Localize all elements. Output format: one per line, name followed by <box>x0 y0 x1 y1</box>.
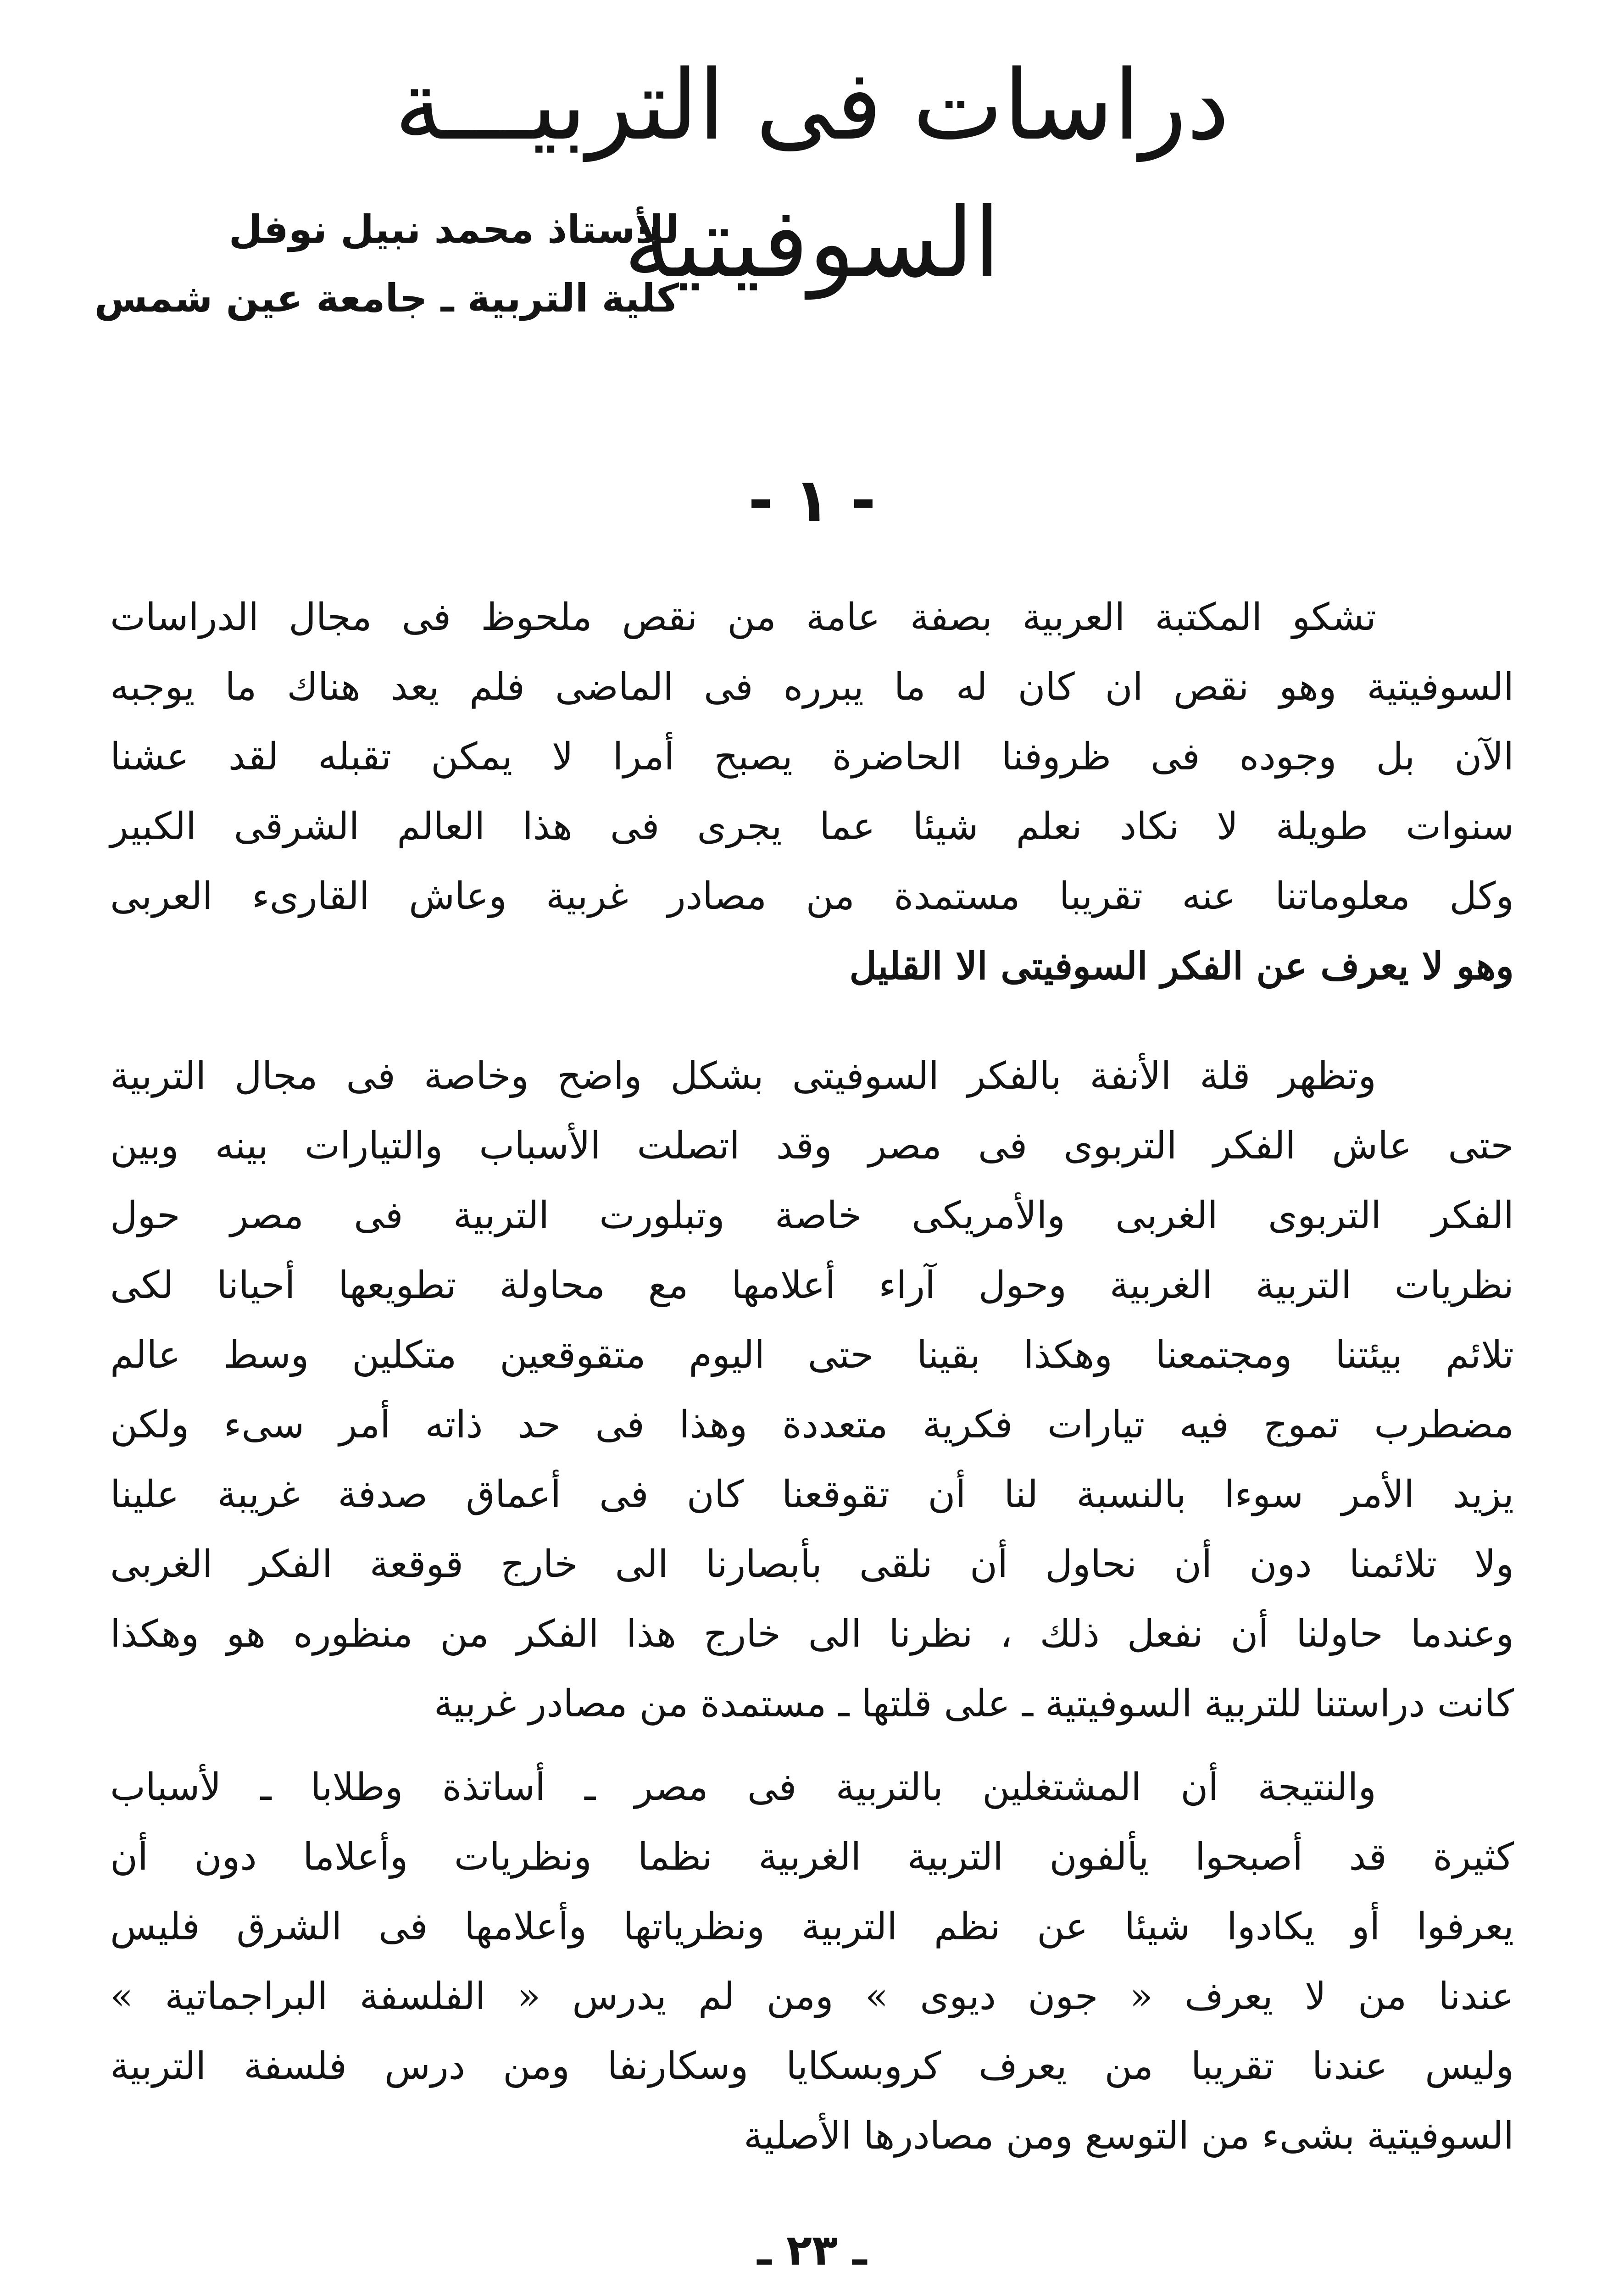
article-title: دراسات فى التربيـــة السوفيتية <box>394 49 1230 299</box>
author-name: للأستاذ محمد نبيل نوفل <box>228 207 679 252</box>
author-affiliation: كلية التربية ـ جامعة عين شمس <box>94 276 679 321</box>
paragraph-line: وكل معلوماتنا عنه تقريبا مستمدة من مصادر غربية وعاش القارىء العربى <box>110 874 1514 918</box>
section-number: - ١ - <box>748 465 876 535</box>
paragraph-line: تلائم بيئتنا ومجتمعنا وهكذا بقينا حتى اليوم متقوقعين متكلين وسط عالم <box>110 1333 1514 1377</box>
paragraph-line: تشكو المكتبة العربية بصفة عامة من نقص ملحوظ فى مجال الدراسات <box>110 596 1376 639</box>
paragraph-2 <box>110 1041 1514 1739</box>
paragraph-line: ولا تلائمنا دون أن نحاول أن نلقى بأبصارنا الى خارج قوقعة الفكر الغربى <box>110 1542 1514 1586</box>
paragraph-line: كانت دراستنا للتربية السوفيتية ـ على قلتها ـ مستمدة من مصادر غربية <box>434 1682 1514 1726</box>
paragraph-line: وعندما حاولنا أن نفعل ذلك ، نظرنا الى خارج هذا الفكر من منظوره هو وهكذا <box>110 1612 1514 1656</box>
paragraph-line: السوفيتية وهو نقص ان كان له ما يبرره فى الماضى فلم يعد هناك ما يوجبه <box>110 665 1514 709</box>
paragraph-line: السوفيتية بشىء من التوسع ومن مصادرها الأصلية <box>744 2114 1514 2158</box>
paragraph-3 <box>110 1753 1514 2171</box>
paragraph-line: عندنا من لا يعرف « جون ديوى » ومن لم يدرس « الفلسفة البراجماتية » <box>110 1975 1514 2018</box>
paragraph-line: وليس عندنا تقريبا من يعرف كروبسكايا وسكارنفا ومن درس فلسفة التربية <box>110 2044 1514 2088</box>
paragraph-line: يعرفوا أو يكادوا شيئا عن نظم التربية ونظرياتها وأعلامها فى الشرق فليس <box>110 1905 1514 1949</box>
paragraph-line: الفكر التربوى الغربى والأمريكى خاصة وتبلورت التربية فى مصر حول <box>110 1194 1514 1237</box>
paragraph-line: يزيد الأمر سوءا بالنسبة لنا أن تقوقعنا كان فى أعماق صدفة غريبة علينا <box>110 1473 1514 1516</box>
paragraph-line: والنتيجة أن المشتغلين بالتربية فى مصر ـ أساتذة وطلابا ـ لأسباب <box>110 1765 1376 1809</box>
paragraph-line: نظريات التربية الغربية وحول آراء أعلامها مع محاولة تطويعها أحيانا لكى <box>110 1264 1514 1307</box>
page-number: ـ ٢٣ ـ <box>757 2226 867 2275</box>
paragraph-line: حتى عاش الفكر التربوى فى مصر وقد اتصلت الأسباب والتيارات بينه وبين <box>110 1124 1514 1168</box>
paragraph-line: مضطرب تموج فيه تيارات فكرية متعددة وهذا فى حد ذاته أمر سىء ولكن <box>110 1403 1514 1447</box>
paragraph-1 <box>110 583 1514 1001</box>
paragraph-line: وتظهر قلة الأنفة بالفكر السوفيتى بشكل واضح وخاصة فى مجال التربية <box>110 1054 1376 1098</box>
paragraph-line: الآن بل وجوده فى ظروفنا الحاضرة يصبح أمرا لا يمكن تقبله لقد عشنا <box>110 735 1514 779</box>
paragraph-line: وهو لا يعرف عن الفكر السوفيتى الا القليل <box>849 944 1514 988</box>
paragraph-line: كثيرة قد أصبحوا يألفون التربية الغربية نظما ونظريات وأعلاما دون أن <box>110 1835 1514 1879</box>
paragraph-line: سنوات طويلة لا نكاد نعلم شيئا عما يجرى فى هذا العالم الشرقى الكبير <box>110 805 1514 848</box>
